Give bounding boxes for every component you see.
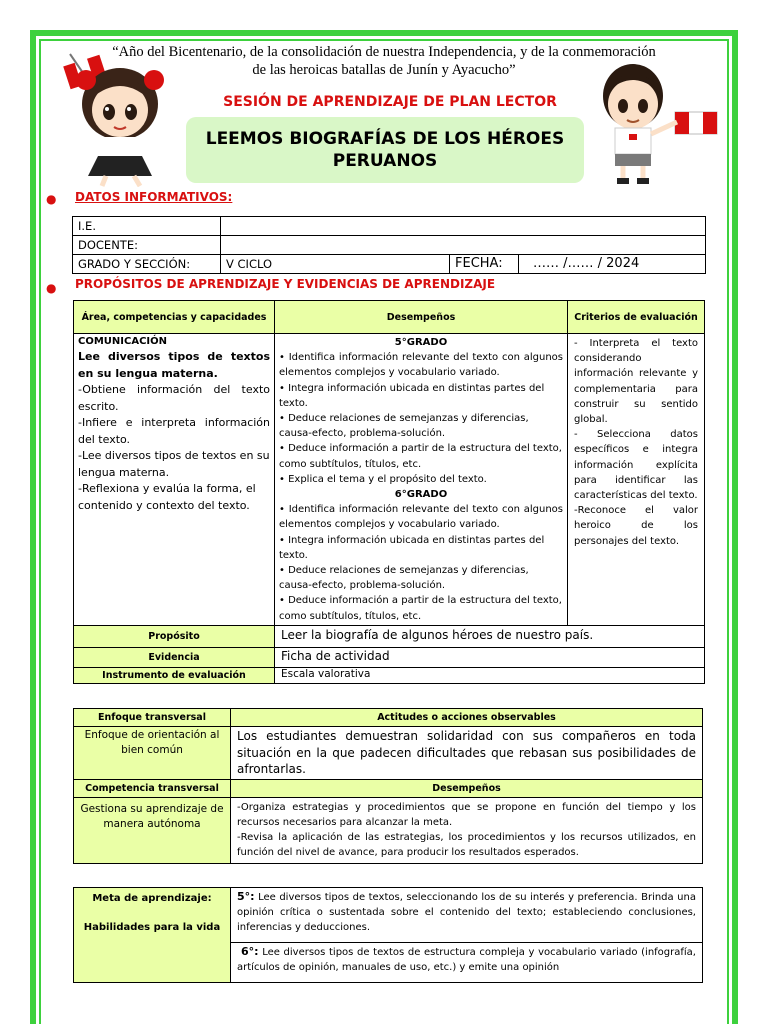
habilidades-label: Habilidades para la vida <box>83 922 221 933</box>
desempenos-cell <box>275 334 568 626</box>
grado-value: V CICLO <box>221 255 450 274</box>
fecha-value: …… /…… / 2024 <box>519 255 706 274</box>
meta-g5-cell <box>231 888 703 943</box>
main-title-box <box>186 117 584 183</box>
area-capacidad: -Lee diversos tipos de textos en su lengua materna. <box>78 449 270 479</box>
meta-g6-cell <box>231 943 703 983</box>
table-row <box>73 217 706 236</box>
session-title: SESIÓN DE APRENDIZAJE DE PLAN LECTOR <box>223 94 557 110</box>
fecha-label: FECHA: <box>450 255 519 274</box>
table-row <box>73 236 706 255</box>
col-header-area: Área, competencias y capacidades <box>74 301 275 334</box>
area-title: COMUNICACIÓN <box>78 336 168 347</box>
meta-label-cell <box>74 888 231 983</box>
table-row <box>74 709 703 727</box>
datos-heading: DATOS INFORMATIVOS: <box>75 190 233 204</box>
evidencia-label: Evidencia <box>74 648 275 668</box>
table-row <box>74 888 703 943</box>
grado6-item: • Integra información ubicada en distintas partes del texto. <box>279 534 545 561</box>
year-motto-line2: de las heroicas batallas de Junín y Ayacucho” <box>252 62 516 78</box>
grado6-item: • Deduce relaciones de semejanzas y diferencias, causa-efecto, problema-solución. <box>279 565 529 592</box>
actitud-value: Los estudiantes demuestran solidaridad con sus compañeros en toda situación en la que padecen dificultades que rebasan sus posibilidades de afrontarlas. <box>231 727 703 780</box>
main-title-line2: PERUANOS <box>332 151 438 171</box>
table-row <box>73 255 706 274</box>
grado5-item: • Integra información ubicada en distintas partes del texto. <box>279 382 545 409</box>
criterios-cell <box>568 334 705 626</box>
grado5-item: • Identifica información relevante del texto con algunos elementos complejos y vocabulario variado. <box>279 352 563 379</box>
area-capacidad: -Obtiene información del texto escrito. <box>78 383 270 413</box>
enfoque-col-header: Enfoque transversal <box>74 709 231 727</box>
desempenos-col-header: Desempeños <box>231 779 703 797</box>
table-row <box>74 648 705 668</box>
grado6-label: 6°GRADO <box>394 489 448 501</box>
actitudes-col-header: Actitudes o acciones observables <box>231 709 703 727</box>
grado5-item: • Deduce relaciones de semejanzas y diferencias, causa-efecto, problema-solución. <box>279 413 529 440</box>
table-row <box>74 797 703 863</box>
table-row <box>74 779 703 797</box>
area-cell <box>74 334 275 626</box>
competencia-value: Gestiona su aprendizaje de manera autónoma <box>74 797 231 863</box>
propositos-table <box>73 300 705 684</box>
docente-value <box>221 236 706 255</box>
meta-g6-prefix: 6°: <box>241 945 259 958</box>
meta-g5-prefix: 5°: <box>237 890 255 903</box>
criterio-item: -Reconoce el valor heroico de los personajes del texto. <box>574 505 698 547</box>
proposito-label: Propósito <box>74 626 275 648</box>
desempeno-line: -Revisa la aplicación de las estrategias, los procedimientos y los recursos utilizados, en función del nivel de avance, para producir los resultados esperados. <box>237 831 696 859</box>
grado6-item: • Identifica información relevante del texto con algunos elementos complejos y vocabulario variado. <box>279 504 563 531</box>
grado5-item: • Deduce información a partir de la estructura del texto, como subtítulos, títulos, etc. <box>279 443 562 470</box>
desempeno-line: -Organiza estrategias y procedimientos que se propone en función del tiempo y los recursos necesarios para alcanzar la meta. <box>237 801 696 828</box>
main-title-line1: LEEMOS BIOGRAFÍAS DE LOS HÉROES <box>205 129 565 149</box>
docente-label: DOCENTE: <box>73 236 221 255</box>
desempenos-value <box>231 797 703 863</box>
proposito-value: Leer la biografía de algunos héroes de nuestro país. <box>275 626 705 648</box>
instrumento-value: Escala valorativa <box>275 668 705 684</box>
bullet-icon: ● <box>46 192 57 206</box>
area-capacidad: -Reflexiona y evalúa la forma, el contenido y contexto del texto. <box>78 482 256 512</box>
area-capacidad: -Infiere e interpreta información del texto. <box>78 416 270 446</box>
meta-g5-text: Lee diversos tipos de textos, seleccionando los de su interés y preferencia. Brinda una opinión crítica o sustentada sobre el contenido del texto; estableciendo conclusiones, inferencias y deducciones. <box>237 892 696 934</box>
competencia-col-header: Competencia transversal <box>74 779 231 797</box>
ie-value <box>221 217 706 236</box>
instrumento-label: Instrumento de evaluación <box>74 668 275 684</box>
table-row <box>74 301 705 334</box>
table-row <box>74 668 705 684</box>
grado5-item: • Explica el tema y el propósito del texto. <box>279 473 487 485</box>
year-motto <box>70 43 698 79</box>
year-motto-line1: “Año del Bicentenario, de la consolidación de nuestra Independencia, y de la conmemoración <box>112 44 656 60</box>
grado-label: GRADO Y SECCIÓN: <box>73 255 221 274</box>
datos-table <box>72 216 706 274</box>
enfoque-value: Enfoque de orientación al bien común <box>74 727 231 780</box>
criterio-item: - Interpreta el texto considerando información relevante y complementaria para construir su sentido global. <box>574 338 698 426</box>
ie-label: I.E. <box>73 217 221 236</box>
meta-g6-text: Lee diversos tipos de textos de estructura compleja y vocabulario variado (infografía, artículos de opinión, manuales de uso, etc.) y emite una opinión <box>237 947 696 974</box>
evidencia-value: Ficha de actividad <box>275 648 705 668</box>
area-competencia: Lee diversos tipos de textos en su lengua materna. <box>78 350 270 380</box>
table-row <box>74 626 705 648</box>
table-row <box>74 727 703 780</box>
col-header-desempenos: Desempeños <box>275 301 568 334</box>
grado5-label: 5°GRADO <box>394 337 448 348</box>
meta-table <box>73 887 703 983</box>
col-header-criterios: Criterios de evaluación <box>568 301 705 334</box>
meta-label: Meta de aprendizaje: <box>92 893 212 904</box>
bullet-icon: ● <box>46 281 57 295</box>
grado6-item: • Deduce información a partir de la estructura del texto, como subtítulos, títulos, etc. <box>279 595 562 622</box>
table-row <box>74 334 705 626</box>
propositos-heading: PROPÓSITOS DE APRENDIZAJE Y EVIDENCIAS DE APRENDIZAJE <box>75 277 496 291</box>
criterio-item: - Selecciona datos específicos e integra información explícita para identificar las características del texto. <box>574 429 698 502</box>
enfoque-table <box>73 708 703 864</box>
